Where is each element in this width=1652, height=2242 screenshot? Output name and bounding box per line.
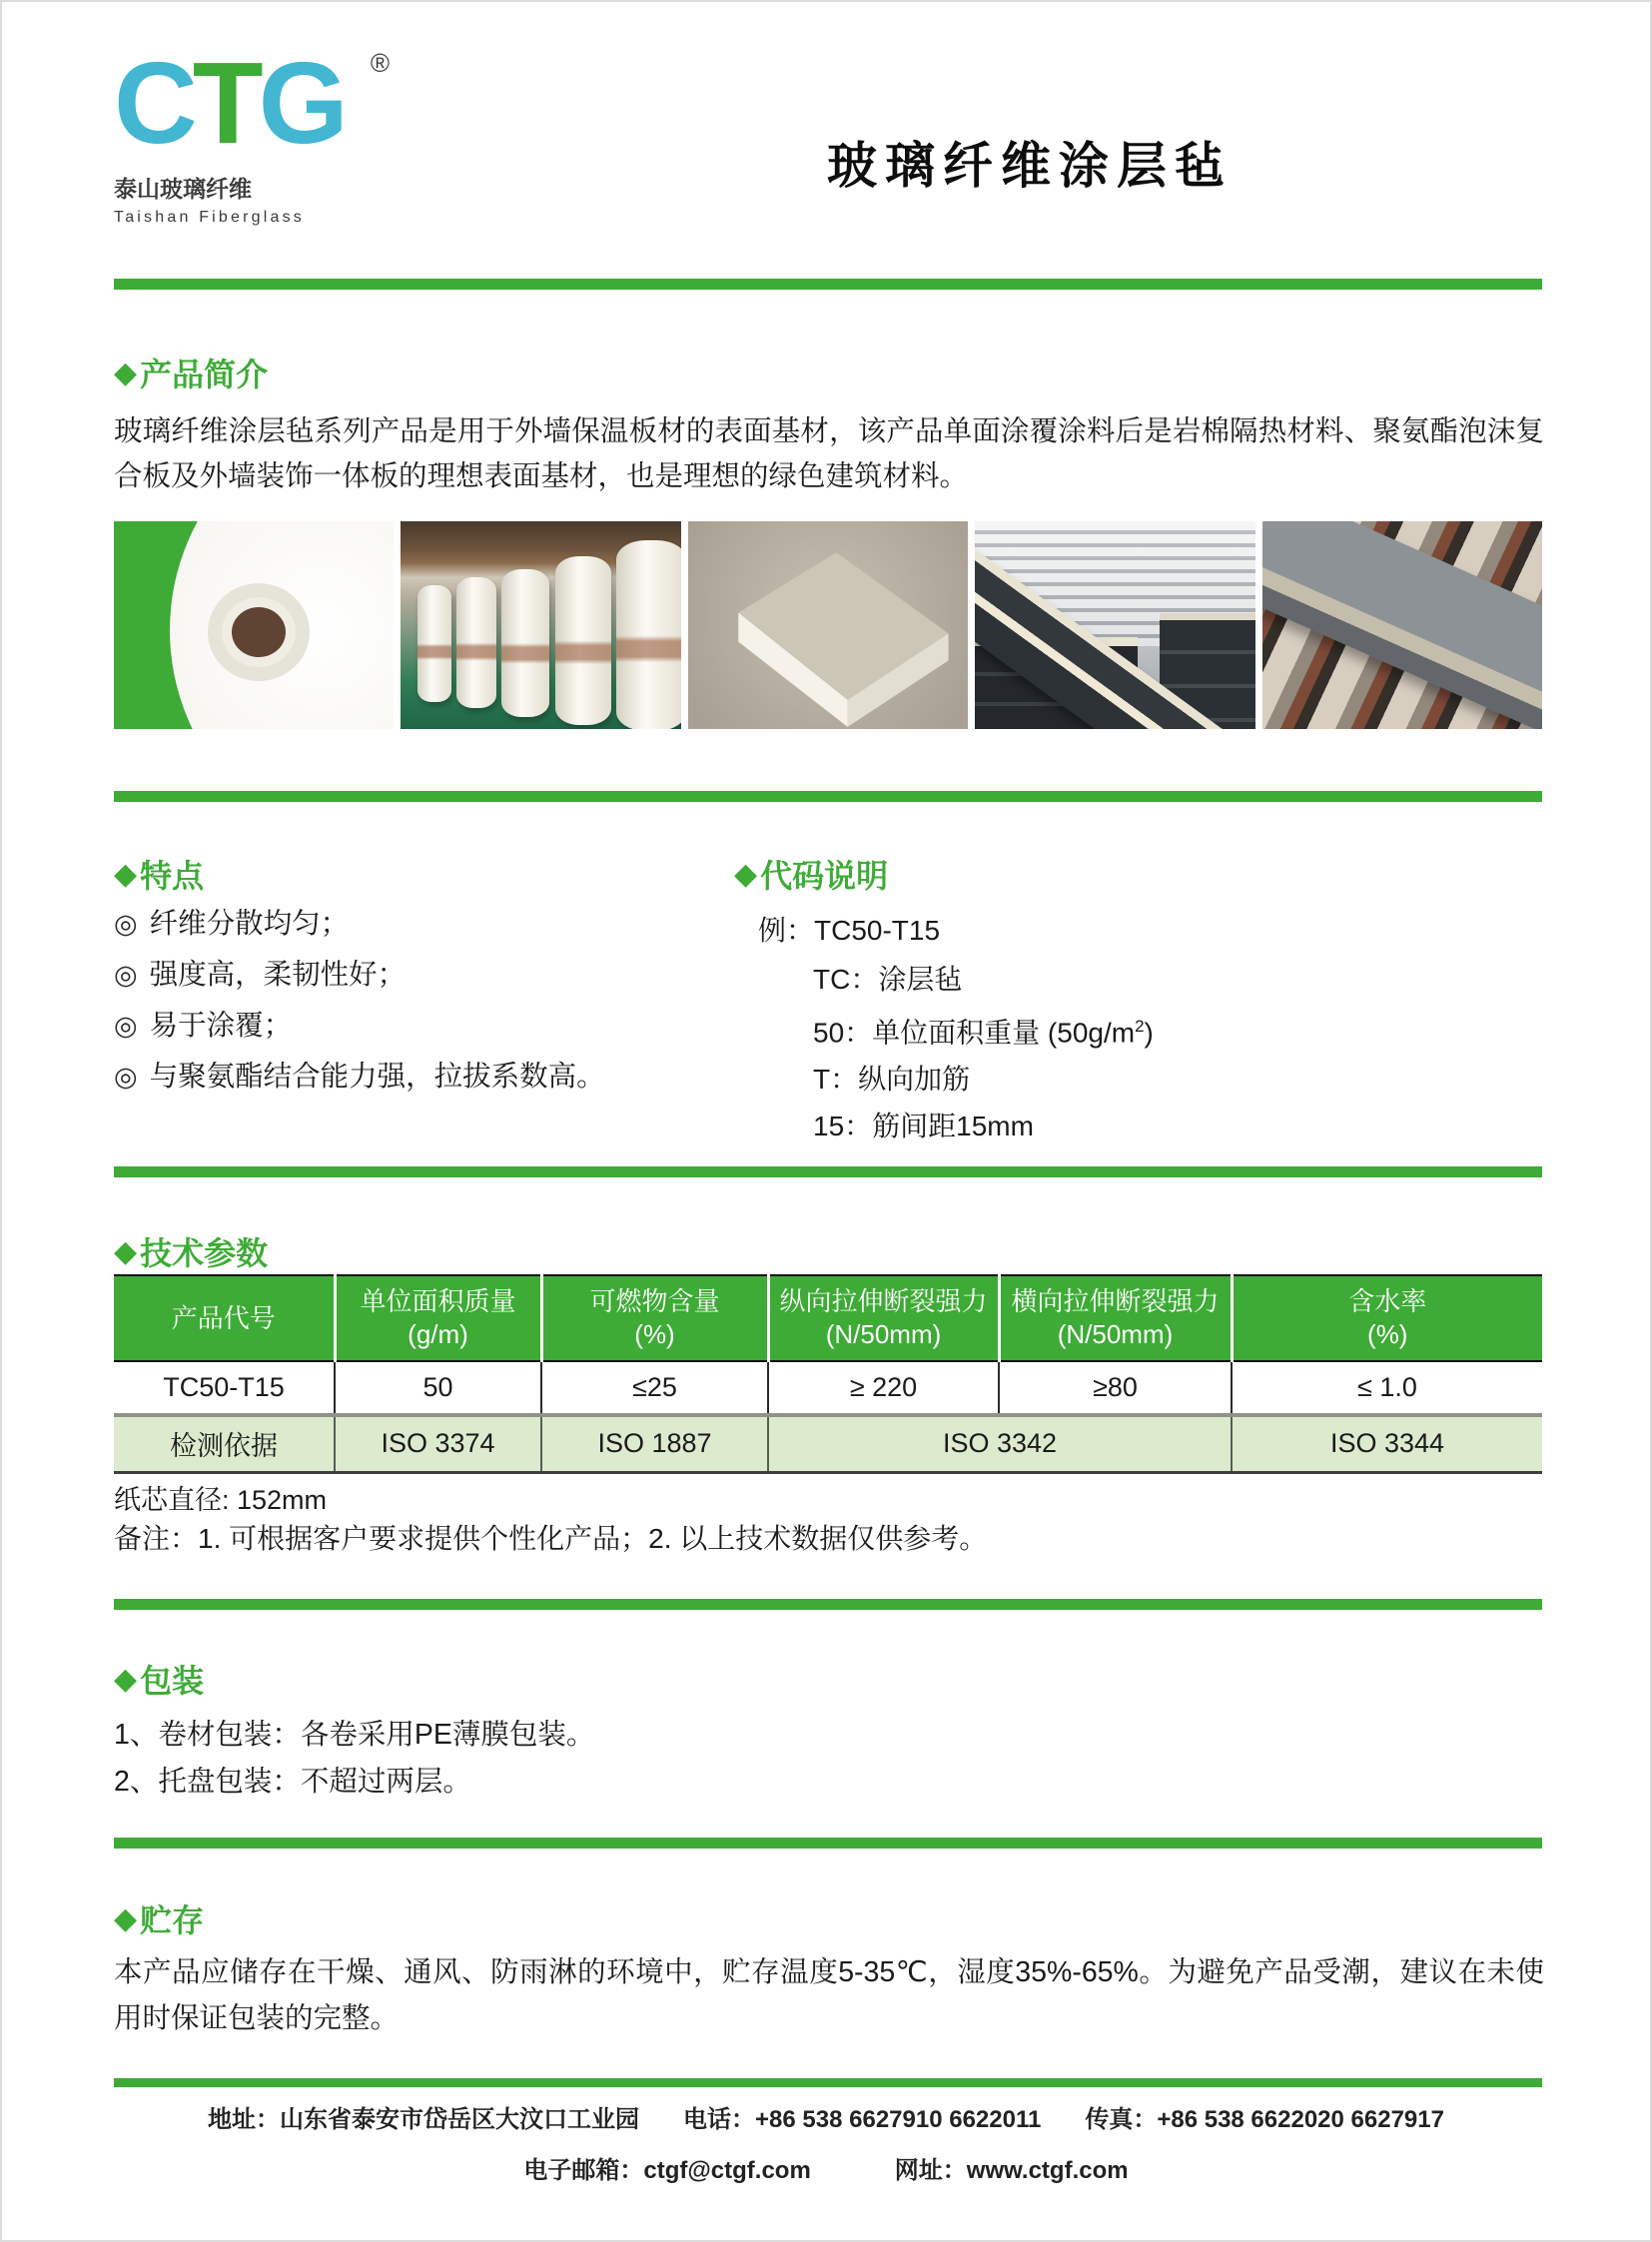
logo-letter-t: T — [192, 38, 259, 168]
diamond-icon: ◆ — [114, 1662, 138, 1696]
feature-text: 纤维分散均匀； — [149, 908, 350, 940]
photo-dark-panels — [975, 521, 1254, 729]
circle-bullet-icon: ◎ — [114, 909, 138, 939]
section-heading-storage-label: 贮存 — [140, 1902, 205, 1938]
footer-contact — [2, 2099, 1650, 2185]
cell-moisture: ≤ 1.0 — [1232, 1361, 1542, 1415]
page-title: 玻璃纤维涂层毡 — [827, 138, 1233, 194]
section-heading-features — [114, 851, 204, 897]
photo-warehouse-rolls — [401, 521, 680, 729]
diamond-icon: ◆ — [114, 1234, 138, 1268]
cell-basis-iso1887: ISO 1887 — [541, 1415, 768, 1472]
cell-cd-tensile: ≥80 — [999, 1361, 1232, 1415]
core-diameter-note: 纸芯直径: 152mm — [114, 1485, 328, 1515]
code-line: T：纵向加筋 — [813, 1064, 971, 1096]
divider-bar — [114, 1166, 1542, 1177]
section-heading-tech-label: 技术参数 — [140, 1235, 269, 1271]
packaging-item: 1、卷材包装：各卷采用PE薄膜包装。 — [114, 1719, 595, 1751]
footer-email: 电子邮箱：ctgf@ctgf.com — [523, 2157, 811, 2184]
registered-mark-icon: ® — [370, 48, 390, 78]
feature-text: 强度高，柔韧性好； — [149, 959, 407, 991]
feature-item — [114, 1062, 605, 1092]
circle-bullet-icon: ◎ — [114, 960, 138, 990]
packaging-list — [114, 1712, 594, 1806]
col-header-combustible: 可燃物含量 (%) — [541, 1275, 768, 1361]
footer-address: 地址：山东省泰安市岱岳区大汶口工业园 — [208, 2106, 640, 2133]
cell-mass: 50 — [335, 1361, 541, 1415]
circle-bullet-icon: ◎ — [114, 1062, 138, 1092]
code-example: 例：TC50-T15 — [758, 915, 941, 946]
product-photo-strip — [114, 521, 1542, 729]
storage-paragraph: 本产品应储存在干燥、通风、防雨淋的环境中，贮存温度5-35℃，湿度35%-65%。为避免产品受潮，建议在未使用时保证包装的完整。 — [114, 1956, 1544, 2034]
intro-paragraph: 玻璃纤维涂层毡系列产品是用于外墙保温板材的表面基材，该产品单面涂覆涂料后是岩棉隔热材料、聚氨酯泡沫复合板及外墙装饰一体板的理想表面基材，也是理想的绿色建筑材料。 — [114, 415, 1544, 492]
divider-bar — [114, 1599, 1542, 1610]
feature-item — [114, 1011, 605, 1041]
photo-fiberglass-roll — [114, 521, 394, 729]
logo-letter-c: C — [114, 38, 193, 168]
logo-letter-g: G — [258, 38, 344, 168]
features-list — [114, 909, 605, 1113]
section-heading-packaging-label: 包装 — [140, 1663, 205, 1699]
diamond-icon: ◆ — [734, 857, 758, 891]
feature-text: 与聚氨酯结合能力强，拉拔系数高。 — [149, 1061, 605, 1093]
logo-chinese-text: 泰山玻璃纤维 — [114, 175, 252, 202]
cell-basis-iso3374: ISO 3374 — [335, 1415, 541, 1472]
cell-product-code: TC50-T15 — [163, 1372, 285, 1402]
divider-bar — [114, 2078, 1542, 2087]
section-heading-tech — [114, 1228, 268, 1274]
diamond-icon: ◆ — [114, 1901, 138, 1935]
col-header-product-code: 产品代号 — [114, 1275, 335, 1361]
diamond-icon: ◆ — [114, 356, 138, 389]
code-line: 50：单位面积重量 $(50g/m^2)$ — [813, 1017, 1154, 1049]
feature-item — [114, 960, 605, 990]
remark-note: 备注：1. 可根据客户要求提供个性化产品；2. 以上技术数据仅供参考。 — [114, 1523, 988, 1554]
section-heading-features-label: 特点 — [140, 858, 205, 894]
tech-parameters-table — [114, 1274, 1542, 1474]
circle-bullet-icon: ◎ — [114, 1011, 138, 1041]
cell-basis-iso3344: ISO 3344 — [1232, 1415, 1542, 1472]
divider-bar — [114, 791, 1542, 802]
divider-bar — [114, 1838, 1542, 1849]
superscript-2: 2 — [1135, 1017, 1145, 1036]
col-header-mass: 单位面积质量 (g/m) — [335, 1275, 541, 1361]
roll-core-hole — [232, 607, 286, 657]
divider-bar — [114, 279, 1542, 290]
ctg-logo-icon — [114, 38, 390, 168]
feature-item — [114, 909, 605, 939]
logo-english-name: Taishan Fiberglass — [114, 208, 305, 226]
footer-website: 网址：www.ctgf.com — [894, 2157, 1129, 2184]
footer-fax: 传真：+86 538 6622020 6627917 — [1085, 2106, 1444, 2133]
table-header-row — [114, 1275, 1542, 1361]
section-heading-packaging — [114, 1656, 204, 1702]
table-basis-row — [114, 1415, 1542, 1472]
code-line: 15：筋间距15mm — [813, 1111, 1034, 1142]
cell-basis-iso3342: ISO 3342 — [768, 1415, 1232, 1472]
packaging-item: 2、托盘包装：不超过两层。 — [114, 1766, 471, 1798]
cell-md-tensile: ≥ 220 — [768, 1361, 999, 1415]
logo-chinese-name — [114, 171, 352, 204]
company-logo — [114, 38, 390, 227]
section-heading-codes — [734, 851, 888, 897]
col-header-cd-tensile: 横向拉伸断裂强力 (N/50mm) — [999, 1275, 1232, 1361]
section-heading-storage — [114, 1895, 204, 1941]
table-data-row — [114, 1361, 1542, 1415]
code-lines — [813, 956, 1154, 1149]
photo-coated-board — [688, 521, 968, 729]
col-header-moisture: 含水率 (%) — [1232, 1275, 1542, 1361]
code-line: TC：涂层毡 — [813, 964, 963, 995]
section-heading-codes-label: 代码说明 — [760, 858, 889, 894]
col-header-md-tensile: 纵向拉伸断裂强力 (N/50mm) — [768, 1275, 999, 1361]
feature-text: 易于涂覆； — [149, 1010, 293, 1042]
footer-phone: 电话：+86 538 6627910 6622011 — [683, 2106, 1042, 2133]
footer-line-1 — [2, 2099, 1650, 2134]
cell-combustible: ≤25 — [541, 1361, 768, 1415]
diamond-icon: ◆ — [114, 857, 138, 891]
section-heading-intro — [114, 350, 268, 395]
photo-sandwich-panels — [1262, 521, 1542, 729]
section-heading-intro-label: 产品简介 — [140, 357, 269, 392]
cell-basis-label: 检测依据 — [114, 1415, 335, 1472]
footer-line-2 — [2, 2150, 1650, 2185]
